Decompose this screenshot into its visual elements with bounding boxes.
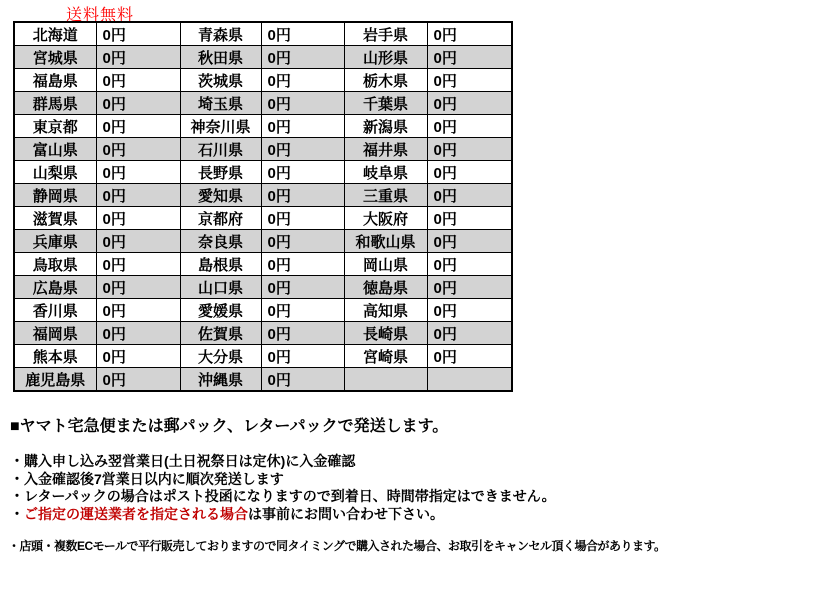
prefecture-cell: 山梨県 <box>14 161 96 184</box>
fee-cell: 0円 <box>261 115 344 138</box>
fee-table-row <box>14 46 512 69</box>
fee-cell: 0円 <box>427 22 512 46</box>
prefecture-cell: 和歌山県 <box>344 230 427 253</box>
prefecture-cell: 大分県 <box>180 345 261 368</box>
fee-cell: 0円 <box>427 276 512 299</box>
fee-table-row <box>14 368 512 392</box>
fee-cell: 0円 <box>261 69 344 92</box>
fee-cell: 0円 <box>427 299 512 322</box>
prefecture-cell: 群馬県 <box>14 92 96 115</box>
note-carrier-rest-text: は事前にお問い合わせ下さい。 <box>248 505 444 522</box>
fee-cell: 0円 <box>261 253 344 276</box>
fee-cell: 0円 <box>261 92 344 115</box>
fee-cell: 0円 <box>427 92 512 115</box>
note-carrier-red-text: ご指定の運送業者を指定される場合 <box>24 505 248 522</box>
fee-table-row <box>14 22 512 46</box>
prefecture-cell: 沖縄県 <box>180 368 261 392</box>
prefecture-cell: 香川県 <box>14 299 96 322</box>
prefecture-cell: 高知県 <box>344 299 427 322</box>
fee-cell: 0円 <box>96 368 180 392</box>
prefecture-cell: 鹿児島県 <box>14 368 96 392</box>
fee-cell: 0円 <box>427 138 512 161</box>
prefecture-cell: 広島県 <box>14 276 96 299</box>
prefecture-cell: 岡山県 <box>344 253 427 276</box>
prefecture-cell: 茨城県 <box>180 69 261 92</box>
fee-cell: 0円 <box>96 230 180 253</box>
fee-cell: 0円 <box>261 22 344 46</box>
prefecture-cell <box>344 368 427 392</box>
prefecture-cell: 島根県 <box>180 253 261 276</box>
fee-cell: 0円 <box>261 138 344 161</box>
prefecture-cell: 青森県 <box>180 22 261 46</box>
fee-cell: 0円 <box>96 115 180 138</box>
fee-table-row <box>14 92 512 115</box>
prefecture-cell: 福島県 <box>14 69 96 92</box>
fee-cell <box>427 368 512 392</box>
fee-cell: 0円 <box>96 184 180 207</box>
fee-cell: 0円 <box>96 69 180 92</box>
fee-cell: 0円 <box>261 276 344 299</box>
prefecture-cell: 東京都 <box>14 115 96 138</box>
prefecture-cell: 佐賀県 <box>180 322 261 345</box>
prefecture-cell: 新潟県 <box>344 115 427 138</box>
fee-cell: 0円 <box>96 46 180 69</box>
prefecture-cell: 滋賀県 <box>14 207 96 230</box>
note-dispatch-schedule: ・入金確認後7営業日以内に順次発送します <box>10 470 284 487</box>
prefecture-cell: 兵庫県 <box>14 230 96 253</box>
prefecture-cell: 静岡県 <box>14 184 96 207</box>
fee-cell: 0円 <box>261 230 344 253</box>
fee-table-row <box>14 207 512 230</box>
prefecture-cell: 山口県 <box>180 276 261 299</box>
prefecture-cell: 京都府 <box>180 207 261 230</box>
prefecture-cell: 富山県 <box>14 138 96 161</box>
prefecture-cell: 愛知県 <box>180 184 261 207</box>
prefecture-cell: 奈良県 <box>180 230 261 253</box>
fee-cell: 0円 <box>261 368 344 392</box>
note-cancel-policy: ・店頭・複数ECモールで平行販売しておりますので同タイミングで購入された場合、お取引をキャンセル頂く場合があります。 <box>8 539 666 553</box>
shipping-method-text: ■ヤマト宅急便または郵パック、レターパックで発送します。 <box>10 418 449 435</box>
fee-cell: 0円 <box>261 322 344 345</box>
fee-table-row <box>14 230 512 253</box>
fee-table-row <box>14 322 512 345</box>
fee-cell: 0円 <box>427 115 512 138</box>
fee-cell: 0円 <box>261 207 344 230</box>
fee-cell: 0円 <box>427 207 512 230</box>
prefecture-cell: 長崎県 <box>344 322 427 345</box>
fee-table-row <box>14 299 512 322</box>
fee-cell: 0円 <box>96 299 180 322</box>
fee-cell: 0円 <box>427 345 512 368</box>
free-shipping-label: 送料無料 <box>66 7 135 24</box>
prefecture-cell: 栃木県 <box>344 69 427 92</box>
shipping-fee-table <box>13 21 513 392</box>
prefecture-cell: 山形県 <box>344 46 427 69</box>
fee-cell: 0円 <box>96 253 180 276</box>
fee-cell: 0円 <box>96 161 180 184</box>
fee-cell: 0円 <box>427 253 512 276</box>
fee-cell: 0円 <box>427 184 512 207</box>
fee-cell: 0円 <box>96 345 180 368</box>
fee-table-row <box>14 184 512 207</box>
fee-cell: 0円 <box>427 161 512 184</box>
fee-cell: 0円 <box>427 46 512 69</box>
prefecture-cell: 岐阜県 <box>344 161 427 184</box>
prefecture-cell: 福岡県 <box>14 322 96 345</box>
prefecture-cell: 宮城県 <box>14 46 96 69</box>
fee-cell: 0円 <box>96 138 180 161</box>
fee-cell: 0円 <box>96 207 180 230</box>
fee-cell: 0円 <box>96 322 180 345</box>
prefecture-cell: 北海道 <box>14 22 96 46</box>
fee-table-row <box>14 161 512 184</box>
prefecture-cell: 石川県 <box>180 138 261 161</box>
note-carrier-bullet: ・ <box>10 505 24 522</box>
fee-cell: 0円 <box>427 230 512 253</box>
fee-cell: 0円 <box>261 184 344 207</box>
fee-cell: 0円 <box>96 276 180 299</box>
prefecture-cell: 岩手県 <box>344 22 427 46</box>
prefecture-cell: 三重県 <box>344 184 427 207</box>
fee-table-row <box>14 253 512 276</box>
fee-cell: 0円 <box>96 22 180 46</box>
prefecture-cell: 大阪府 <box>344 207 427 230</box>
prefecture-cell: 宮崎県 <box>344 345 427 368</box>
note-letterpack-delivery: ・レターパックの場合はポスト投函になりますので到着日、時間帯指定はできません。 <box>10 488 556 504</box>
note-payment-confirmation: ・購入申し込み翌営業日(土日祝祭日は定休)に入金確認 <box>10 453 356 469</box>
shipping-notes-list <box>10 453 556 523</box>
prefecture-cell: 福井県 <box>344 138 427 161</box>
fee-table-row <box>14 115 512 138</box>
fee-cell: 0円 <box>427 69 512 92</box>
prefecture-cell: 熊本県 <box>14 345 96 368</box>
prefecture-cell: 神奈川県 <box>180 115 261 138</box>
fee-table-row <box>14 138 512 161</box>
prefecture-cell: 埼玉県 <box>180 92 261 115</box>
fee-cell: 0円 <box>427 322 512 345</box>
note-carrier-request <box>10 506 556 524</box>
fee-cell: 0円 <box>261 299 344 322</box>
fee-table-row <box>14 345 512 368</box>
fee-table-row <box>14 276 512 299</box>
fee-cell: 0円 <box>96 92 180 115</box>
prefecture-cell: 愛媛県 <box>180 299 261 322</box>
prefecture-cell: 長野県 <box>180 161 261 184</box>
fee-table-row <box>14 69 512 92</box>
prefecture-cell: 秋田県 <box>180 46 261 69</box>
fee-cell: 0円 <box>261 161 344 184</box>
prefecture-cell: 徳島県 <box>344 276 427 299</box>
prefecture-cell: 鳥取県 <box>14 253 96 276</box>
prefecture-cell: 千葉県 <box>344 92 427 115</box>
fee-cell: 0円 <box>261 345 344 368</box>
fee-cell: 0円 <box>261 46 344 69</box>
